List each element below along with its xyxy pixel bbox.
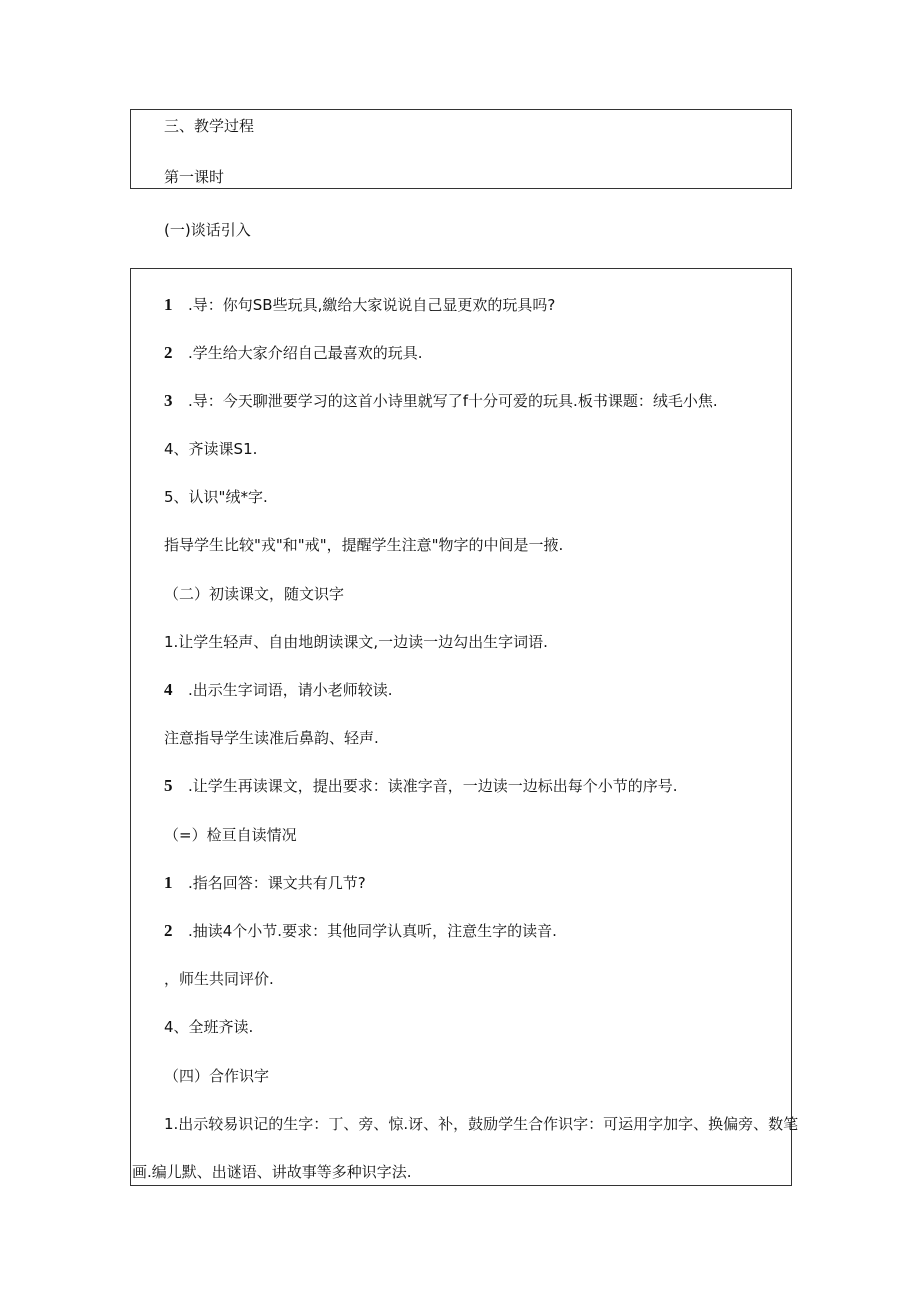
list-item: [164, 680, 393, 700]
item-number: 2: [164, 343, 173, 362]
list-item: 4、全班齐读.: [164, 1018, 254, 1036]
section-heading: 三、教学过程: [164, 117, 255, 135]
list-item: 1.让学生轻声、自由地朗读课文,一边读一边勾出生字词语.: [164, 633, 548, 651]
section-title-check-reading: （=）检亘自读情况: [164, 826, 297, 844]
item-text: .导：你句SB些玩具,繳给大家说说自己显更欢的玩具吗?: [188, 296, 556, 314]
list-item: [164, 343, 423, 363]
list-item: [164, 921, 557, 941]
list-item: 5、认识"绒*字.: [164, 488, 268, 506]
item-text: .出示生字词语，请小老师较读.: [188, 681, 393, 699]
section-title-intro: (一)谈话引入: [164, 221, 251, 239]
list-item: [164, 391, 718, 411]
item-number: 1: [164, 873, 173, 892]
list-item: 1.出示较易识记的生字：丁、旁、惊.讶、补，鼓励学生合作识字：可运用字加字、换偏旁、数笔: [164, 1115, 799, 1133]
paragraph: 注意指导学生读准后鼻韵、轻声.: [164, 729, 379, 747]
paragraph: ，师生共同评价.: [164, 970, 274, 988]
list-item: [164, 873, 366, 893]
item-text: .抽读4个小节.要求：其他同学认真听，注意生字的读音.: [188, 922, 557, 940]
list-item: 4、齐读课S1.: [164, 440, 258, 458]
item-text: .导：今天聊泄要学习的这首小诗里就写了f十分可爱的玩具.板书课题：绒毛小焦.: [188, 392, 718, 410]
item-number: 1: [164, 295, 173, 314]
item-number: 4: [164, 680, 173, 699]
paragraph-continuation: 画.编儿默、出谜语、讲故事等多种识字法.: [132, 1163, 412, 1181]
paragraph: 指导学生比较"戎"和"戒"，提醒学生注意"物字的中间是一掖.: [164, 536, 564, 554]
item-text: .让学生再读课文，提出要求：读准字音，一边读一边标出每个小节的序号.: [188, 777, 678, 795]
lesson-label: 第一课时: [164, 168, 225, 186]
item-number: 2: [164, 921, 173, 940]
item-number: 5: [164, 776, 173, 795]
item-number: 3: [164, 391, 173, 410]
item-text: .学生给大家介绍自己最喜欢的玩具.: [188, 344, 423, 362]
section-title-cooperative: （四）合作识字: [164, 1067, 270, 1085]
list-item: [164, 776, 678, 796]
item-text: .指名回答：课文共有几节?: [188, 874, 366, 892]
list-item: [164, 295, 555, 315]
section-title-first-reading: （二）初读课文，随文识字: [164, 585, 345, 603]
